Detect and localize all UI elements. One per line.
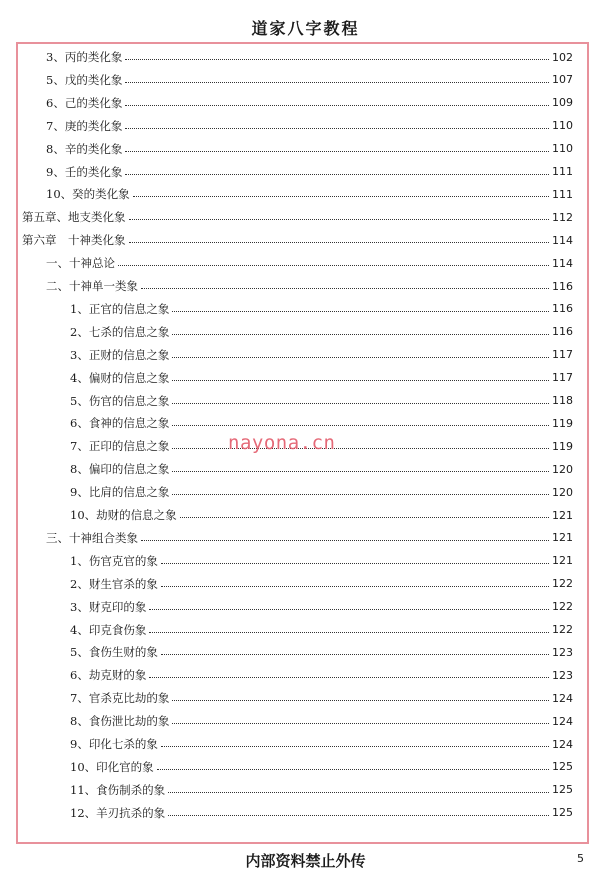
toc-entry-label: 二、十神单一类象: [46, 279, 138, 293]
toc-entry-label: 4、印克食伤象: [70, 622, 147, 637]
toc-entry[interactable]: [46, 138, 573, 160]
toc-entry[interactable]: [46, 161, 573, 183]
toc-entry-page: 125: [552, 760, 573, 774]
toc-leader-dots: [125, 58, 549, 60]
toc-entry[interactable]: [70, 344, 573, 366]
toc-leader-dots: [149, 631, 549, 633]
toc-entry-page: 121: [552, 531, 573, 545]
toc-leader-dots: [141, 287, 549, 289]
toc-entry[interactable]: [70, 596, 573, 618]
toc-entry[interactable]: [22, 206, 573, 228]
toc-leader-dots: [157, 768, 549, 770]
toc-entry-page: 125: [552, 806, 573, 820]
toc-leader-dots: [129, 218, 550, 220]
toc-entry-label: 10、癸的类化象: [46, 187, 130, 202]
toc-entry[interactable]: [46, 92, 573, 114]
toc-entry-label: 第五章、地支类化象: [22, 210, 126, 225]
toc-entry-page: 111: [552, 187, 573, 201]
toc-entry-page: 124: [552, 714, 573, 728]
toc-entry-page: 117: [552, 348, 573, 362]
toc-entry[interactable]: [70, 802, 573, 824]
toc-entry[interactable]: [70, 710, 573, 732]
toc-entry-page: 121: [552, 508, 573, 522]
toc-entry-page: 107: [552, 73, 573, 87]
watermark-text: nayona.cn: [228, 432, 336, 454]
toc-entry[interactable]: [70, 504, 573, 526]
toc-entry-page: 120: [552, 485, 573, 499]
toc-entry-label: 7、官杀克比劫的象: [70, 691, 170, 706]
toc-entry[interactable]: [70, 664, 573, 686]
toc-leader-dots: [172, 379, 549, 381]
toc-entry-label: 第六章 十神类化象: [22, 233, 126, 248]
toc-entry-label: 1、伤官克官的象: [70, 553, 158, 568]
toc-entry-page: 116: [552, 302, 573, 316]
toc-entry-page: 118: [552, 394, 573, 407]
toc-entry-page: 114: [552, 233, 573, 247]
toc-entry-label: 10、印化官的象: [70, 759, 154, 774]
toc-leader-dots: [129, 241, 550, 243]
toc-entry-page: 122: [552, 600, 573, 614]
toc-entry-page: 112: [552, 210, 573, 224]
toc-leader-dots: [180, 516, 549, 518]
toc-leader-dots: [172, 402, 549, 404]
toc-entry-label: 3、财克印的象: [70, 599, 147, 614]
toc-entry-page: 110: [552, 119, 573, 133]
toc-leader-dots: [172, 722, 549, 724]
toc-entry-page: 121: [552, 554, 573, 568]
toc-leader-dots: [172, 333, 549, 335]
toc-entry[interactable]: [70, 619, 573, 641]
toc-entry[interactable]: [70, 390, 573, 412]
toc-entry-page: 114: [552, 256, 573, 270]
toc-entry[interactable]: [46, 69, 573, 91]
toc-entry-label: 9、壬的类化象: [46, 164, 123, 179]
toc-entry-page: 117: [552, 371, 573, 385]
toc-entry-page: 124: [552, 691, 573, 705]
toc-entry[interactable]: [46, 275, 573, 297]
toc-entry[interactable]: [70, 550, 573, 572]
toc-entry-label: 三、十神组合类象: [46, 530, 138, 545]
toc-entry-page: 124: [552, 737, 573, 751]
toc-leader-dots: [125, 127, 549, 129]
toc-leader-dots: [149, 608, 549, 610]
toc-leader-dots: [125, 150, 549, 152]
page-number: 5: [577, 852, 584, 865]
toc-entry-label: 6、劫克财的象: [70, 668, 147, 683]
toc-entry[interactable]: [46, 46, 573, 68]
toc-entry-page: 122: [552, 577, 573, 591]
toc-entry[interactable]: [46, 527, 573, 549]
toc-leader-dots: [141, 539, 549, 541]
toc-entry[interactable]: [46, 183, 573, 205]
toc-entry-label: 5、伤官的信息之象: [70, 393, 170, 408]
toc-entry[interactable]: [70, 641, 573, 663]
toc-entry[interactable]: [70, 779, 573, 801]
toc-entry-page: 116: [552, 279, 573, 293]
toc-leader-dots: [168, 814, 549, 816]
toc-entry[interactable]: [70, 756, 573, 778]
toc-leader-dots: [172, 470, 549, 472]
toc-entry[interactable]: [70, 367, 573, 389]
toc-entry-label: 7、庚的类化象: [46, 118, 123, 133]
toc-entry-label: 9、印化七杀的象: [70, 737, 158, 751]
toc-entry-label: 7、正印的信息之象: [70, 439, 170, 454]
toc-entry-page: 109: [552, 96, 573, 110]
toc-leader-dots: [161, 585, 549, 587]
toc-entry-page: 123: [552, 645, 573, 659]
toc-entry-label: 2、财生官杀的象: [70, 576, 158, 591]
toc-entry-label: 12、羊刃抗杀的象: [70, 805, 166, 820]
toc-entry-label: 8、食伤泄比劫的象: [70, 714, 170, 729]
toc-leader-dots: [125, 173, 549, 175]
toc-entry-label: 5、戊的类化象: [46, 72, 123, 87]
toc-entry-label: 4、偏财的信息之象: [70, 370, 170, 385]
toc-entry-page: 125: [552, 783, 573, 797]
toc-entry[interactable]: [70, 687, 573, 709]
toc-entry-label: 10、劫财的信息之象: [70, 508, 177, 522]
document-header-title: 道家八字教程: [251, 19, 360, 38]
toc-entry-label: 3、正财的信息之象: [70, 347, 170, 362]
toc-entry-page: 123: [552, 668, 573, 682]
toc-entry[interactable]: [70, 458, 573, 480]
toc-leader-dots: [168, 791, 549, 793]
toc-entry-label: 8、偏印的信息之象: [70, 462, 170, 477]
toc-leader-dots: [161, 745, 549, 747]
toc-entry-label: 2、七杀的信息之象: [70, 324, 170, 339]
toc-leader-dots: [172, 699, 549, 701]
toc-leader-dots: [161, 653, 549, 655]
toc-entry-page: 119: [552, 416, 573, 430]
toc-entry-page: 119: [552, 439, 573, 453]
toc-entry-label: 3、丙的类化象: [46, 50, 123, 64]
toc-entry[interactable]: [46, 252, 573, 274]
toc-entry[interactable]: [70, 481, 573, 503]
toc-entry-label: 1、正官的信息之象: [70, 301, 170, 316]
toc-entry[interactable]: [22, 229, 573, 251]
toc-entry-page: 116: [552, 325, 573, 339]
toc-entry[interactable]: [46, 115, 573, 137]
toc-entry[interactable]: [70, 573, 573, 595]
toc-entry-page: 111: [552, 165, 573, 178]
toc-leader-dots: [133, 195, 549, 197]
toc-leader-dots: [125, 104, 549, 106]
toc-leader-dots: [125, 81, 549, 83]
toc-entry-page: 122: [552, 623, 573, 636]
toc-entry-page: 110: [552, 142, 573, 156]
toc-leader-dots: [172, 356, 549, 358]
toc-entry-label: 6、食神的信息之象: [70, 416, 170, 431]
toc-entry-label: 5、食伤生财的象: [70, 645, 158, 660]
toc-leader-dots: [149, 676, 549, 678]
toc-entry-label: 9、比肩的信息之象: [70, 485, 170, 500]
toc-entry[interactable]: [70, 321, 573, 343]
toc-entry-page: 102: [552, 50, 573, 64]
toc-leader-dots: [161, 562, 549, 564]
toc-leader-dots: [172, 424, 549, 426]
toc-leader-dots: [172, 493, 549, 495]
toc-entry-label: 6、己的类化象: [46, 95, 123, 110]
toc-entry[interactable]: [70, 298, 573, 320]
toc-leader-dots: [118, 264, 549, 266]
toc-entry-label: 一、十神总论: [46, 256, 115, 271]
toc-entry-label: 8、辛的类化象: [46, 141, 123, 156]
footer-notice: 内部资料禁止外传: [245, 852, 366, 870]
toc-entry[interactable]: [70, 733, 573, 755]
toc-entry-label: 11、食伤制杀的象: [70, 782, 166, 797]
toc-leader-dots: [172, 310, 549, 312]
toc-entry-page: 120: [552, 462, 573, 476]
